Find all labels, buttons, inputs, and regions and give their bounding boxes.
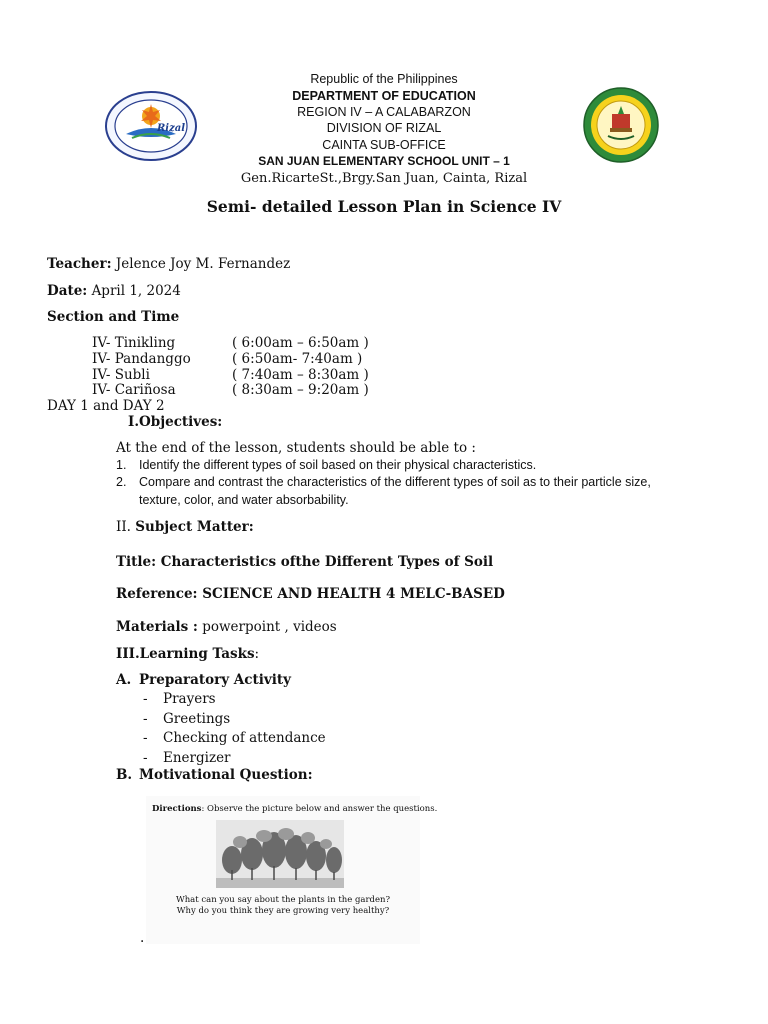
- preparatory-activity-label: A.: [116, 672, 132, 688]
- section-name: IV- Cariñosa: [92, 382, 176, 398]
- day-label: DAY 1 and DAY 2: [47, 398, 165, 414]
- section-time: ( 7:40am – 8:30am ): [232, 367, 369, 383]
- objective-item-text-continued: texture, color, and water absorbability.: [139, 493, 349, 507]
- objective-item-text: Identify the different types of soil based on their physical characteristics.: [139, 458, 537, 472]
- preparatory-activity-heading: Preparatory Activity: [139, 672, 291, 688]
- list-item: Energizer: [163, 750, 231, 766]
- trailing-dot: .: [140, 930, 145, 946]
- section-time: ( 6:00am – 6:50am ): [232, 335, 369, 351]
- section-time-label: Section and Time: [47, 309, 180, 325]
- document-title: Semi- detailed Lesson Plan in Science IV: [206, 197, 562, 216]
- motivational-question-label: B.: [116, 767, 133, 783]
- lesson-materials: Materials : powerpoint , videos: [116, 619, 337, 635]
- motivation-figure: [146, 796, 438, 944]
- section-name: IV- Subli: [92, 367, 150, 383]
- list-bullet: -: [143, 730, 148, 746]
- list-item: Greetings: [163, 711, 231, 727]
- teacher-line: Teacher: Jelence Joy M. Fernandez: [47, 256, 291, 272]
- figure-question-1: What can you say about the plants in the garden?: [175, 895, 391, 905]
- list-bullet: -: [143, 691, 148, 707]
- objective-item-text: Compare and contrast the characteristics of the different types of soil as to their particle size,: [139, 475, 651, 489]
- section-name: IV- Tinikling: [92, 335, 176, 351]
- section-name: IV- Pandanggo: [92, 351, 191, 367]
- svg-text:Rizal: Rizal: [157, 123, 186, 134]
- lesson-title: Title: Characteristics ofthe Different Types of Soil: [116, 554, 494, 570]
- list-bullet: -: [143, 750, 148, 766]
- section-time: ( 6:50am- 7:40am ): [232, 351, 363, 367]
- header-school-name: SAN JUAN ELEMENTARY SCHOOL UNIT – 1: [258, 154, 510, 168]
- garden-plants-image: [216, 820, 344, 888]
- subject-matter-heading: II. Subject Matter:: [116, 519, 254, 535]
- motivational-question-heading: Motivational Question:: [139, 767, 313, 783]
- list-item: Checking of attendance: [163, 730, 326, 746]
- section-time: ( 8:30am – 9:20am ): [232, 382, 369, 398]
- header-division: DIVISION OF RIZAL: [326, 121, 442, 135]
- lesson-reference: Reference: SCIENCE AND HEALTH 4 MELC-BASED: [116, 586, 505, 602]
- figure-question-2: Why do you think they are growing very healthy?: [176, 906, 390, 916]
- objective-item-number: 1.: [116, 458, 127, 472]
- objective-item-number: 2.: [116, 475, 127, 489]
- header-republic: Republic of the Philippines: [310, 72, 458, 86]
- header-region: REGION IV – A CALABARZON: [297, 105, 471, 119]
- objectives-heading: I.Objectives:: [128, 414, 223, 430]
- list-bullet: -: [143, 711, 148, 727]
- header-suboffice: CAINTA SUB-OFFICE: [322, 138, 446, 152]
- figure-directions: Directions: Observe the picture below and answer the questions.: [152, 804, 438, 814]
- header-address: Gen.RicarteSt.,Brgy.San Juan, Cainta, Rizal: [240, 171, 528, 186]
- header-deped: DEPARTMENT OF EDUCATION: [292, 89, 476, 103]
- objectives-intro: At the end of the lesson, students should be able to :: [116, 440, 476, 456]
- learning-tasks-heading: III.Learning Tasks:: [116, 646, 260, 662]
- list-item: Prayers: [163, 691, 216, 707]
- date-line: Date: April 1, 2024: [47, 283, 181, 299]
